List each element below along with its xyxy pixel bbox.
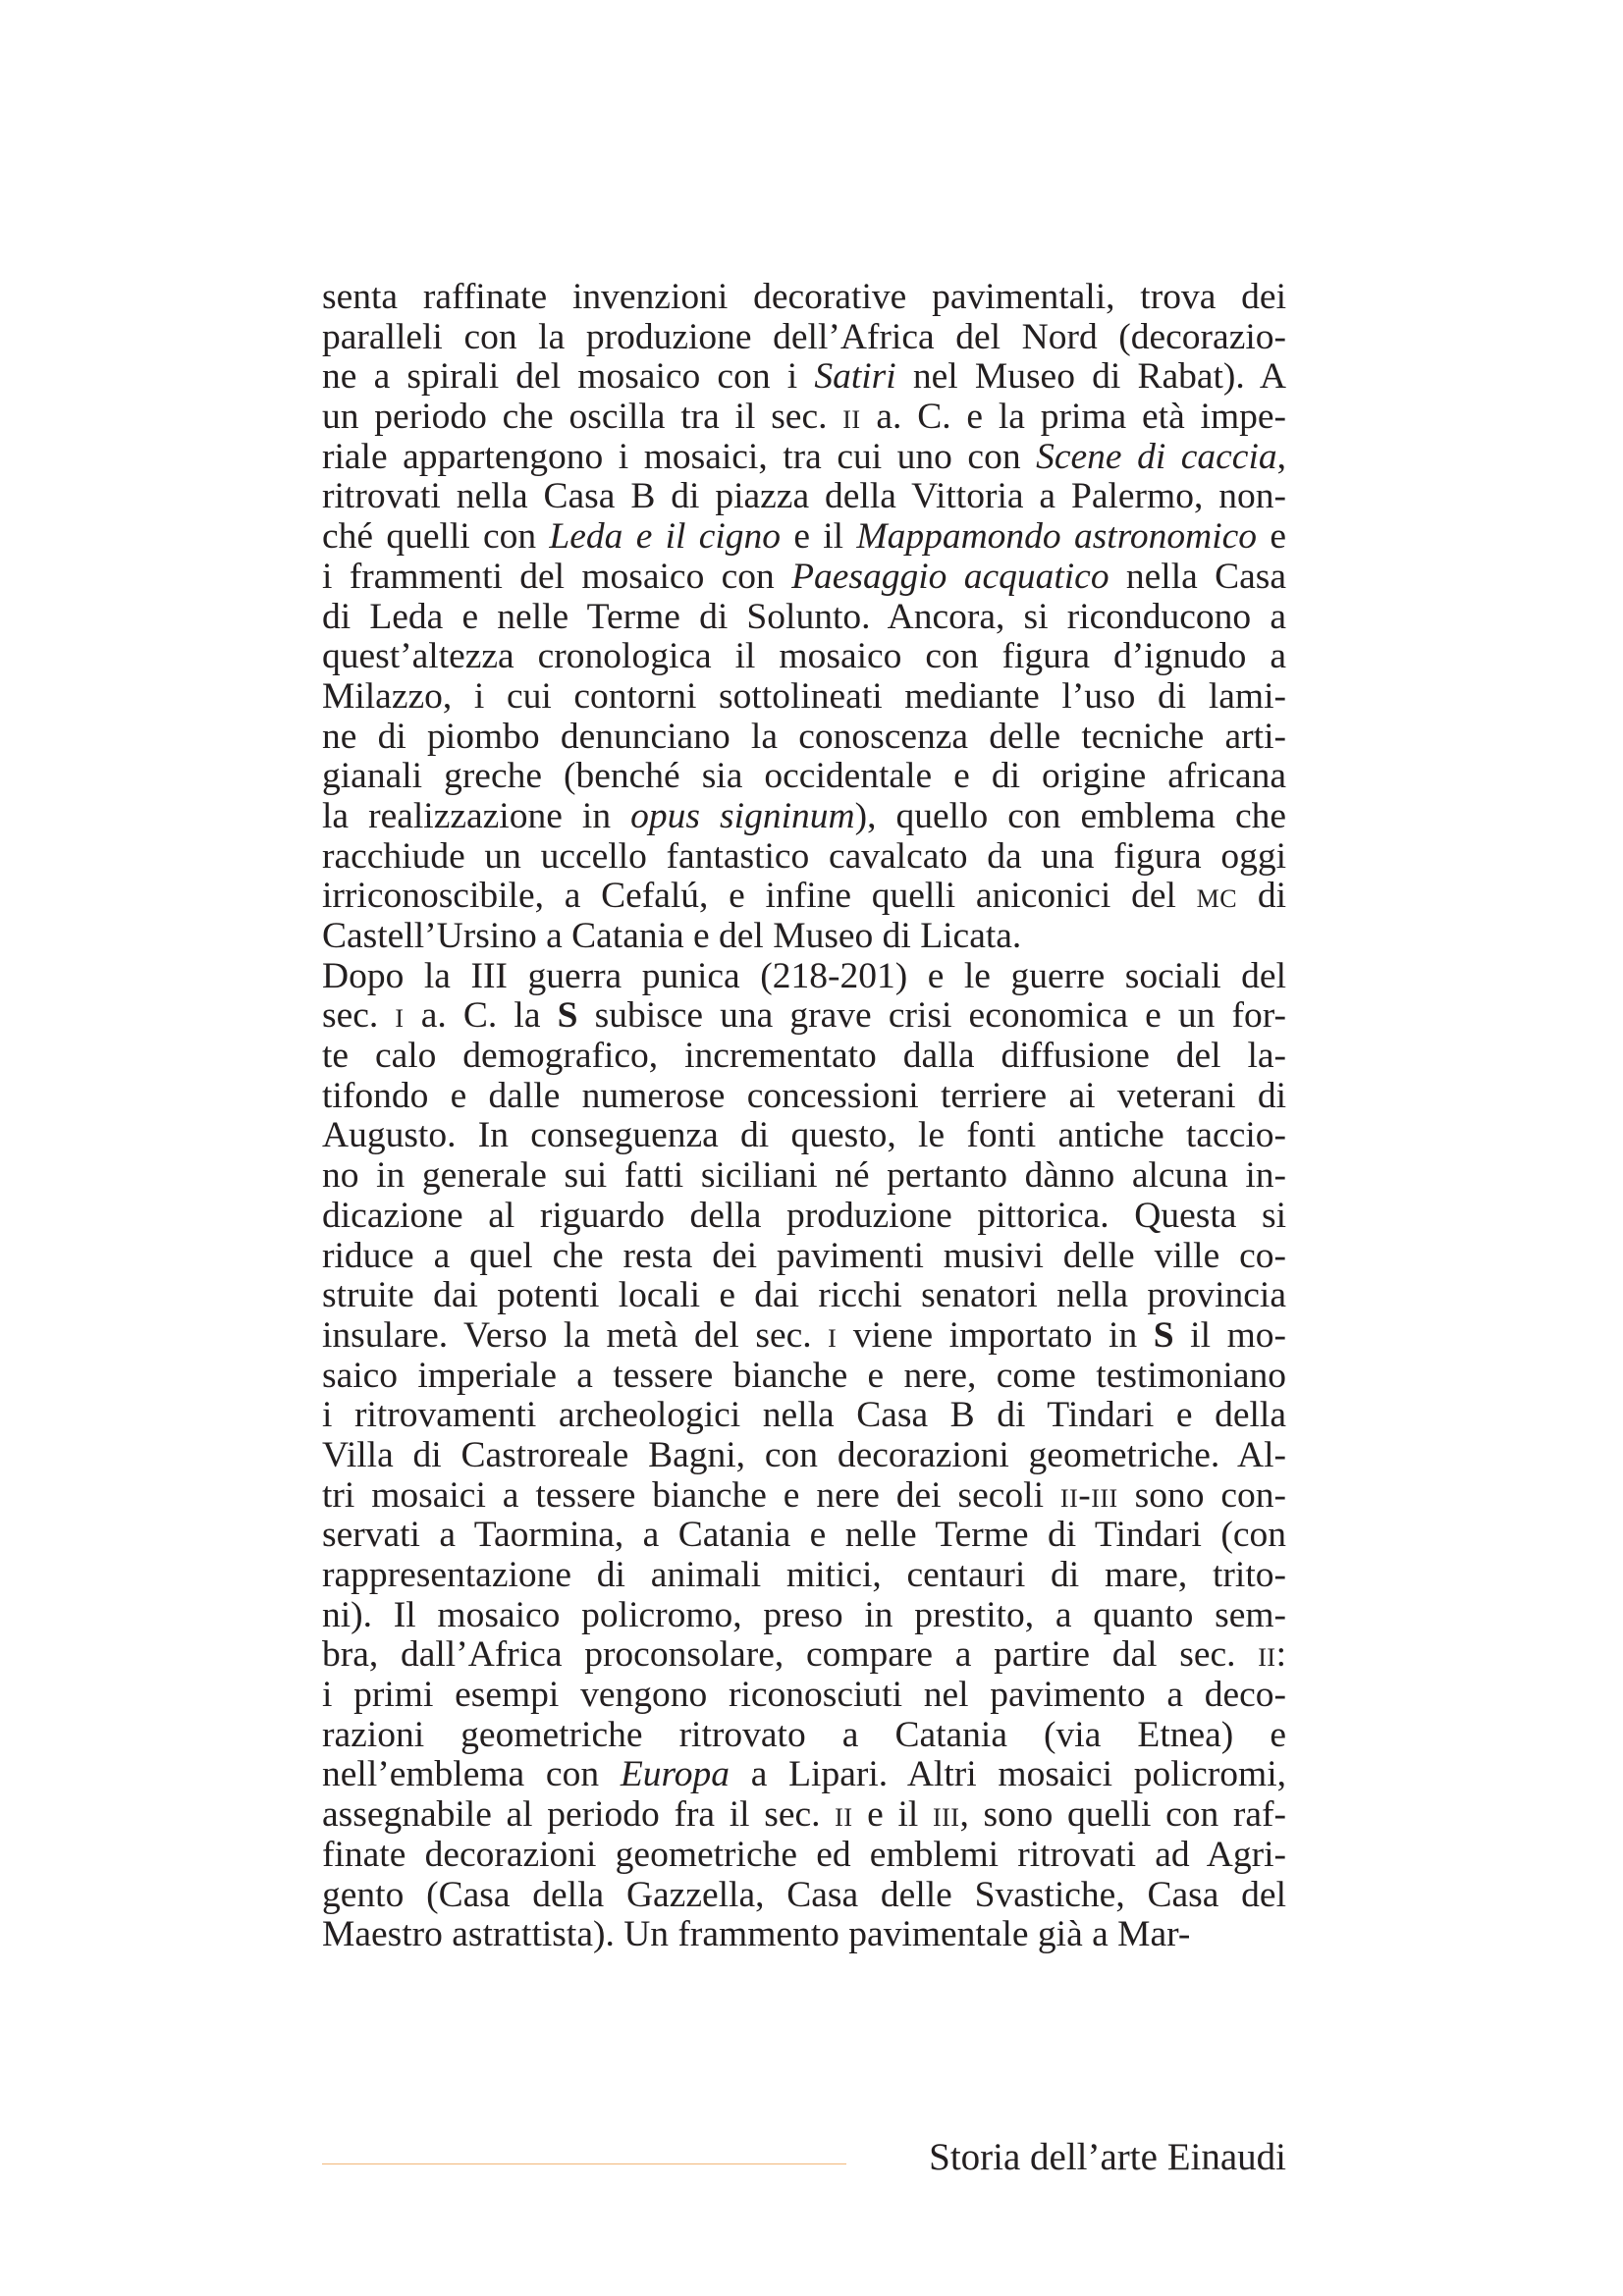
text-line: insulare. Verso la metà del sec. i viene importato in S il mo- — [322, 1314, 1286, 1356]
text-line: la realizzazione in opus signinum), quello con emblema che — [322, 795, 1287, 836]
text-line: i frammenti del mosaico con Paesaggio acquatico nella Casa — [322, 556, 1286, 597]
text-line: Milazzo, i cui contorni sottolineati mediante l’uso di lami- — [322, 675, 1286, 717]
text-line: un periodo che oscilla tra il sec. ii a. C. e la prima età impe- — [322, 397, 1286, 438]
text-line: gento (Casa della Gazzella, Casa delle Svastiche, Casa del — [322, 1874, 1286, 1915]
text-line: te calo demografico, incrementato dalla diffusione del la- — [322, 1036, 1286, 1077]
text-line: riduce a quel che resta dei pavimenti musivi delle ville co- — [322, 1235, 1286, 1276]
text-line: dicazione al riguardo della produzione pittorica. Questa si — [322, 1195, 1286, 1236]
text-line: gianali greche (benché sia occidentale e di origine africana — [322, 756, 1286, 797]
text-line: paralleli con la produzione dell’Africa del Nord (decorazio- — [322, 316, 1286, 357]
text-line: i primi esempi vengono riconosciuti nel pavimento a deco- — [322, 1675, 1286, 1716]
text-line: tifondo e dalle numerose concessioni terriere ai veterani di — [322, 1075, 1286, 1116]
text-line: i ritrovamenti archeologici nella Casa B di Tindari e della — [322, 1395, 1286, 1436]
text-line: ché quelli con Leda e il cigno e il Mappamondo astronomico e — [322, 516, 1286, 558]
text-line: saico imperiale a tessere bianche e nere, come testimoniano — [322, 1355, 1286, 1396]
text-line: struite dai potenti locali e dai ricchi senatori nella provincia — [322, 1275, 1286, 1316]
text-line: assegnabile al periodo fra il sec. ii e il iii, sono quelli con raf- — [322, 1794, 1286, 1836]
text-line: no in generale sui fatti siciliani né pertanto dànno alcuna in- — [322, 1155, 1286, 1197]
footer-title: Storia dell’arte Einaudi — [929, 2136, 1286, 2178]
text-line: sec. i a. C. la S subisce una grave crisi economica e un for- — [322, 995, 1286, 1037]
text-line: rappresentazione di animali mitici, centauri di mare, trito- — [322, 1555, 1286, 1595]
body-text — [322, 278, 1286, 1955]
text-line: riale appartengono i mosaici, tra cui uno con Scene di caccia, — [322, 436, 1286, 477]
text-line: nell’emblema con Europa a Lipari. Altri mosaici policromi, — [322, 1754, 1286, 1795]
text-line: Augusto. In conseguenza di questo, le fonti antiche taccio- — [322, 1115, 1286, 1156]
text-line: senta raffinate invenzioni decorative pavimentali, trova dei — [322, 277, 1286, 317]
text-line: razioni geometriche ritrovato a Catania (via Etnea) e — [322, 1714, 1286, 1755]
text-line: racchiude un uccello fantastico cavalcato da una figura oggi — [322, 835, 1286, 877]
text-line: finate decorazioni geometriche ed emblemi ritrovati ad Agri- — [322, 1834, 1286, 1875]
text-line: di Leda e nelle Terme di Solunto. Ancora, si riconducono a — [322, 596, 1286, 637]
text-line: tri mosaici a tessere bianche e nere dei secoli ii-iii sono con- — [322, 1474, 1286, 1516]
text-line: Maestro astrattista). Un frammento pavimentale già a Mar- — [322, 1914, 1191, 1955]
text-line: ne a spirali del mosaico con i Satiri nel Museo di Rabat). A — [322, 356, 1286, 398]
footer-rule — [322, 2163, 846, 2164]
text-line: ni). Il mosaico policromo, preso in prestito, a quanto sem- — [322, 1594, 1286, 1635]
text-line: ritrovati nella Casa B di piazza della Vittoria a Palermo, non- — [322, 476, 1286, 517]
text-line: ne di piombo denunciano la conoscenza delle tecniche arti- — [322, 716, 1286, 757]
text-line: Dopo la III guerra punica (218-201) e le guerre sociali del — [322, 955, 1286, 996]
page-footer — [322, 2128, 1286, 2187]
text-line: servati a Taormina, a Catania e nelle Terme di Tindari (con — [322, 1515, 1286, 1556]
text-line: irriconoscibile, a Cefalú, e infine quelli aniconici del mc di — [322, 876, 1287, 917]
text-lines — [322, 278, 1286, 1955]
text-line: bra, dall’Africa proconsolare, compare a partire dal sec. ii: — [322, 1634, 1286, 1676]
text-line: quest’altezza cronologica il mosaico con figura d’ignudo a — [322, 636, 1286, 677]
text-line: Castell’Ursino a Catania e del Museo di Licata. — [322, 916, 1022, 956]
text-line: Villa di Castroreale Bagni, con decorazioni geometriche. Al- — [322, 1434, 1286, 1475]
